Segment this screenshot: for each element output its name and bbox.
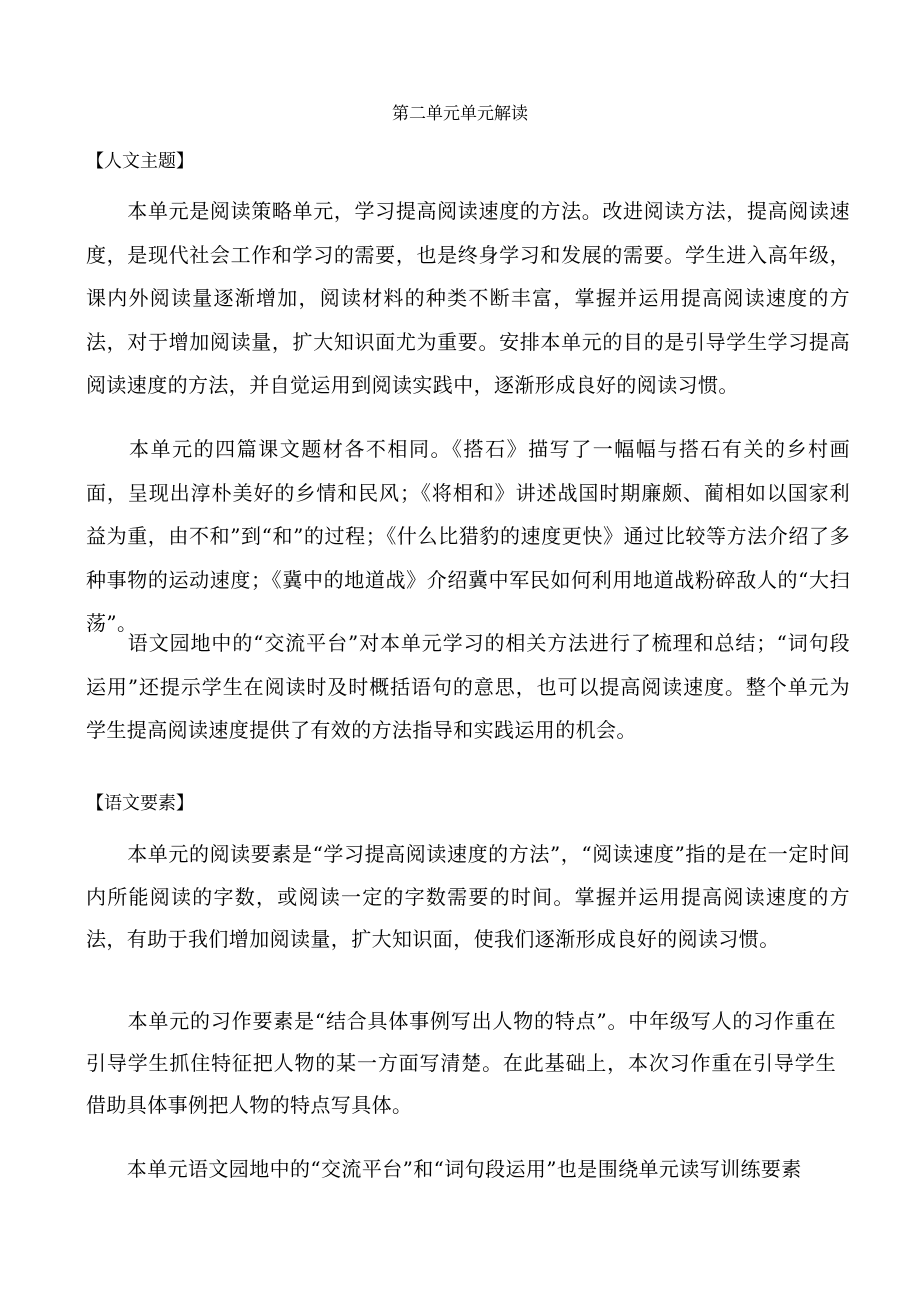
- section-heading-language-elements: 【语文要素】: [86, 793, 194, 814]
- paragraph-humanities-2: 本单元的四篇课文题材各不相同。《搭石》描写了一幅幅与搭石有关的乡村画面，呈现出淳朴美好的乡情和民风；《将相和》讲述战国时期廉颇、蔺相如以国家利益为重，由不和”到“和”的过程；《什么比猎豹的速度更快》通过比较等方法介绍了多种事物的运动速度；《冀中的地道战》介绍冀中军民如何利用地道战粉碎敌人的“大扫荡”。: [86, 437, 850, 635]
- paragraph-language-2: 本单元的习作要素是“结合具体事例写出人物的特点”。中年级写人的习作重在引导学生抓住特征把人物的某一方面写清楚。在此基础上，本次习作重在引导学生借助具体事例把人物的特点写具体。: [86, 1009, 836, 1117]
- section-heading-humanities-theme: 【人文主题】: [86, 151, 194, 172]
- paragraph-language-1: 本单元的阅读要素是“学习提高阅读速度的方法”，“阅读速度”指的是在一定时间内所能阅读的字数，或阅读一定的字数需要的时间。掌握并运用提高阅读速度的方法，有助于我们增加阅读量，扩大知识面，使我们逐渐形成良好的阅读习惯。: [86, 842, 850, 951]
- paragraph-humanities-3: 语文园地中的“交流平台”对本单元学习的相关方法进行了梳理和总结；“词句段运用”还提示学生在阅读时及时概括语句的意思，也可以提高阅读速度。整个单元为学生提高阅读速度提供了有效的方法指导和实践运用的机会。: [86, 631, 850, 742]
- document-title: 第二单元单元解读: [392, 104, 528, 124]
- paragraph-humanities-1: 本单元是阅读策略单元，学习提高阅读速度的方法。改进阅读方法，提高阅读速度，是现代社会工作和学习的需要，也是终身学习和发展的需要。学生进入高年级，课内外阅读量逐渐增加，阅读材料的种类不断丰富，掌握并运用提高阅读速度的方法，对于增加阅读量，扩大知识面尤为重要。安排本单元的目的是引导学生学习提高阅读速度的方法，并自觉运用到阅读实践中，逐渐形成良好的阅读习惯。: [86, 199, 850, 397]
- paragraph-language-3: 本单元语文园地中的“交流平台”和“词句段运用”也是围绕单元读写训练要素: [86, 1157, 802, 1181]
